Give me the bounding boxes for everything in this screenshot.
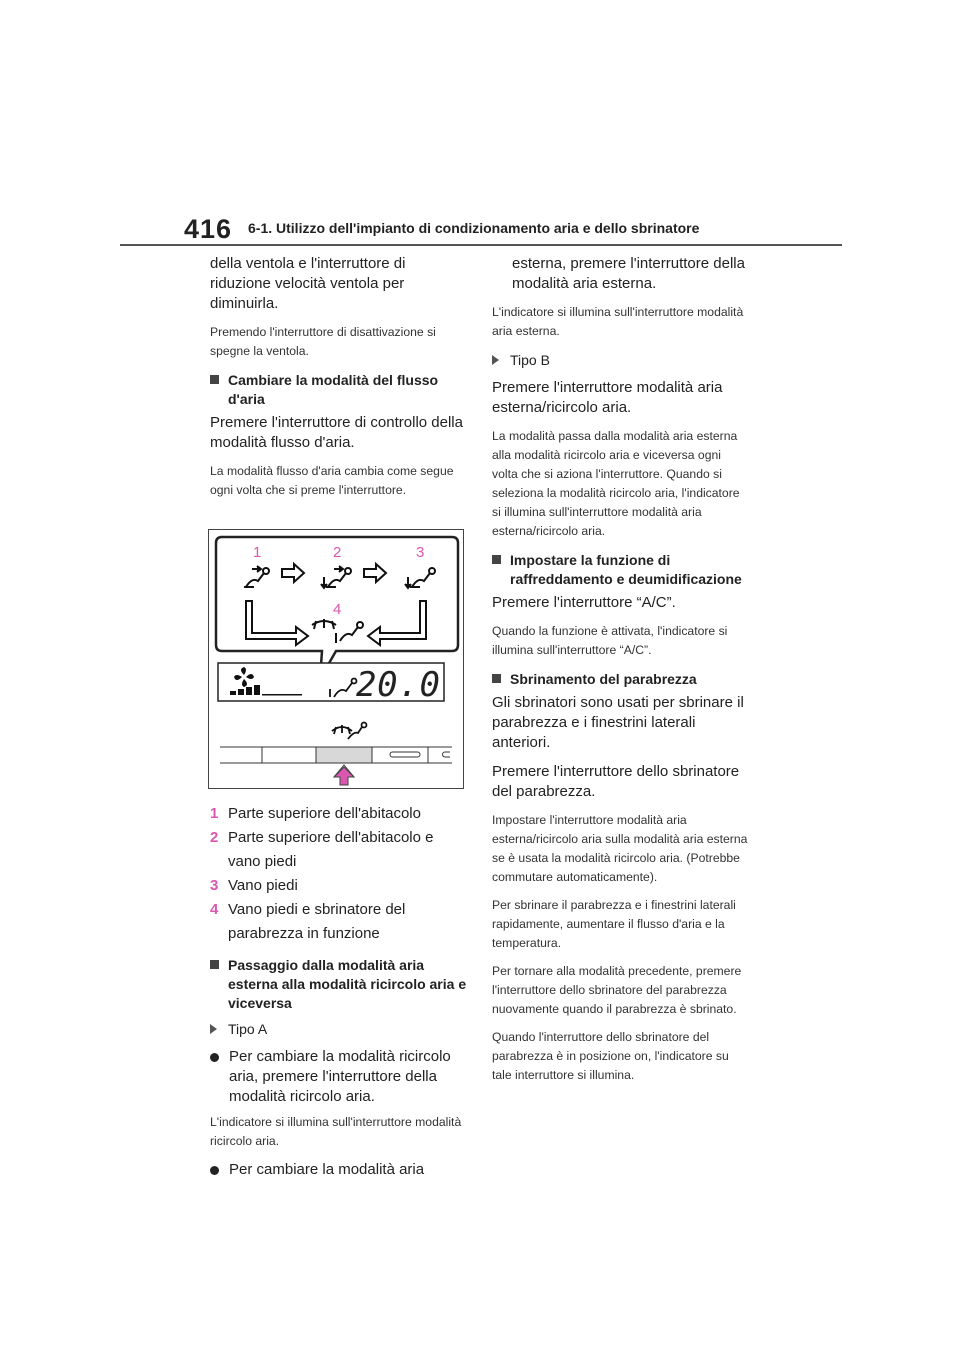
square-bullet-icon xyxy=(492,555,501,564)
left-column xyxy=(210,254,468,1186)
airflow-mode-figure xyxy=(208,529,464,789)
tipo-a-label: Tipo A xyxy=(210,1019,468,1039)
airflow-note: La modalità flusso d'aria cambia come segue ogni volta che si preme l'interruttore. xyxy=(210,464,454,497)
page-number: 416 xyxy=(184,214,233,244)
airflow-mode-button xyxy=(316,747,372,763)
square-bullet-icon xyxy=(210,960,219,969)
defrost-heading-text: Sbrinamento del parabrezza xyxy=(510,671,697,687)
ac-note: Quando la funzione è attivata, l'indicatore si illumina sull'interruttore “A/C”. xyxy=(492,624,728,657)
list-item: 1 Parte superiore dell'abitacolo xyxy=(210,805,421,822)
intro-text: della ventola e l'interruttore di riduzione velocità ventola per diminuirla. xyxy=(210,255,406,312)
defrost-text-2: Premere l'interruttore dello sbrinatore del parabrezza. xyxy=(492,763,740,800)
recirc-heading xyxy=(210,956,468,1013)
bullet-outside-air: Per cambiare la modalità aria xyxy=(210,1160,468,1180)
figure-label-4: 4 xyxy=(333,601,342,618)
intro-note: Premendo l'interruttore di disattivazione si spegne la ventola. xyxy=(210,325,436,358)
tipo-b-text: Premere l'interruttore modalità aria esterna/ricircolo aria. xyxy=(492,379,723,416)
list-item: 2 Parte superiore dell'abitacolo e vano piedi xyxy=(210,829,434,870)
triangle-bullet-icon xyxy=(492,355,499,365)
list-item: 4 Vano piedi e sbrinatore del parabrezza in funzione xyxy=(210,901,406,942)
defrost-heading xyxy=(492,670,750,689)
defrost-text-1: Gli sbrinatori sono usati per sbrinare il parabrezza e i finestrini laterali anteriori. xyxy=(492,694,744,751)
recirc-note: L'indicatore si illumina sull'interruttore modalità ricircolo aria. xyxy=(210,1115,462,1148)
tipo-b-note: La modalità passa dalla modalità aria esterna alla modalità ricircolo aria e viceversa ogni volta che si aziona l'interruttore. Quando si seleziona la modalità ricircolo aria, l'indicatore si illumina sull'interruttore modalità aria esterna/ricircolo aria. xyxy=(492,429,740,538)
outside-air-text: esterna, premere l'interruttore della modalità aria esterna. xyxy=(512,255,745,292)
triangle-bullet-icon xyxy=(210,1024,217,1034)
figure-label-1: 1 xyxy=(253,544,262,561)
ac-text: Premere l'interruttore “A/C”. xyxy=(492,594,676,611)
defrost-note-3: Per tornare alla modalità precedente, premere l'interruttore dello sbrinatore del parabrezza nuovamente quando il parabrezza è sbrinato. xyxy=(492,964,742,1016)
ac-heading xyxy=(492,551,750,589)
bullet-recirc: Per cambiare la modalità ricircolo aria, premere l'interruttore della modalità ricircolo aria. xyxy=(210,1047,468,1107)
airflow-heading xyxy=(210,371,468,409)
airflow-mode-list xyxy=(210,802,468,946)
defrost-note-1: Impostare l'interruttore modalità aria esterna/ricircolo aria sulla modalità aria esterna se è usata la modalità ricircolo aria. (Potrebbe commutare automaticamente). xyxy=(492,813,748,884)
dot-bullet-icon xyxy=(210,1053,219,1062)
airflow-heading-text: Cambiare la modalità del flusso d'aria xyxy=(228,372,439,407)
square-bullet-icon xyxy=(210,375,219,384)
defrost-note-4: Quando l'interruttore dello sbrinatore del parabrezza è in posizione on, l'indicatore su tale interruttore si illumina. xyxy=(492,1030,729,1082)
tipo-b-label: Tipo B xyxy=(492,350,750,370)
ac-heading-text: Impostare la funzione di raffreddamento e deumidificazione xyxy=(510,552,742,587)
header-divider xyxy=(120,244,842,246)
recirc-heading-text: Passaggio dalla modalità aria esterna alla modalità ricircolo aria e viceversa xyxy=(228,957,467,1011)
dot-bullet-icon xyxy=(210,1166,219,1175)
figure-label-2: 2 xyxy=(333,544,342,561)
outside-air-note: L'indicatore si illumina sull'interruttore modalità aria esterna. xyxy=(492,305,744,338)
chapter-title: 6-1. Utilizzo dell'impianto di condizionamento aria e dello sbrinatore xyxy=(248,220,700,236)
temperature-display: 20.0 xyxy=(356,665,440,705)
list-item: 3 Vano piedi xyxy=(210,877,298,894)
figure-label-3: 3 xyxy=(416,544,425,561)
square-bullet-icon xyxy=(492,674,501,683)
right-column xyxy=(492,254,750,1094)
defrost-note-2: Per sbrinare il parabrezza e i finestrini laterali rapidamente, aumentare il flusso d'aria e la temperatura. xyxy=(492,898,736,950)
airflow-text: Premere l'interruttore di controllo della modalità flusso d'aria. xyxy=(210,414,463,451)
